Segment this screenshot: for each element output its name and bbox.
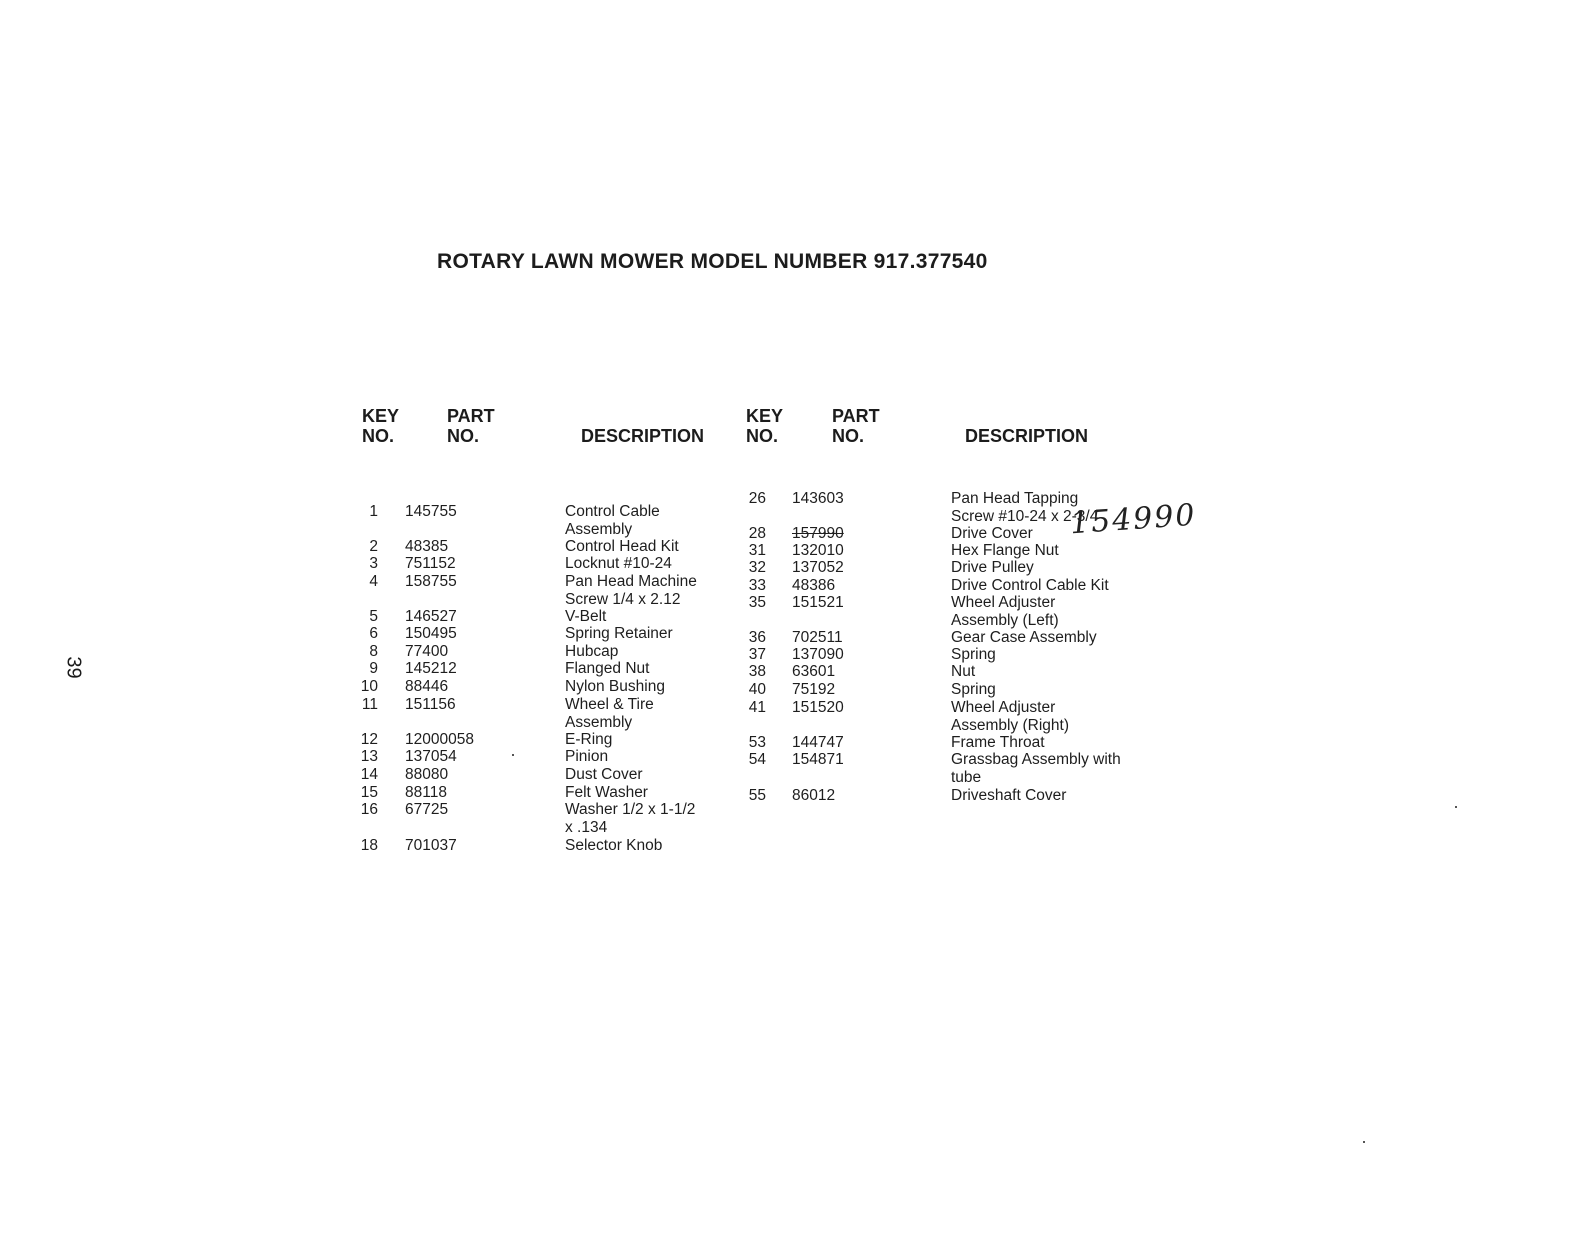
part-no: 48385 — [405, 538, 449, 555]
key-no: 26 — [748, 490, 766, 507]
part-description: Pan Head Machine — [565, 573, 697, 590]
key-no: 38 — [748, 663, 766, 680]
part-description: Assembly (Right) — [951, 716, 1069, 734]
part-no: 77400 — [405, 643, 449, 660]
part-no: 157990 — [792, 525, 844, 542]
part-description: Locknut #10-24 — [565, 555, 672, 572]
key-no: 54 — [748, 751, 766, 768]
part-description: Control Cable — [565, 503, 660, 520]
part-no: 88446 — [405, 678, 449, 695]
key-no: 18 — [360, 837, 378, 854]
part-description: Spring Retainer — [565, 625, 673, 642]
header-description-left: DESCRIPTION — [581, 426, 705, 446]
key-no: 11 — [361, 696, 378, 713]
part-no: 88118 — [405, 784, 447, 801]
part-no: 701037 — [405, 837, 457, 854]
header-part-no-right: NO. — [832, 426, 865, 446]
handwritten-part-number: 154990 — [1068, 497, 1198, 542]
header-part-left: PART — [447, 406, 495, 426]
part-description: Drive Control Cable Kit — [951, 577, 1109, 594]
key-no: 36 — [748, 629, 766, 646]
key-no: 3 — [369, 555, 378, 572]
part-no: 144747 — [792, 734, 844, 751]
part-description: Hubcap — [565, 643, 619, 660]
part-description: Nut — [951, 663, 976, 680]
part-no: 146527 — [405, 608, 457, 625]
part-description: Drive Pulley — [951, 559, 1034, 576]
key-no: 14 — [360, 766, 378, 783]
part-description: Spring — [951, 681, 996, 698]
key-no: 5 — [369, 608, 378, 625]
part-no: 86012 — [792, 787, 836, 804]
key-no: 41 — [748, 699, 766, 716]
part-description: x .134 — [565, 818, 608, 836]
header-key-no-right: NO. — [746, 426, 779, 446]
key-no: 31 — [748, 542, 766, 559]
part-description: Assembly — [565, 713, 633, 731]
part-description: Dust Cover — [565, 766, 643, 783]
key-no: 53 — [748, 734, 766, 751]
part-description: Driveshaft Cover — [951, 787, 1067, 804]
part-no: 88080 — [405, 766, 449, 783]
part-description: Screw 1/4 x 2.12 — [565, 590, 681, 608]
header-part-right: PART — [832, 406, 880, 426]
part-description: Pinion — [565, 748, 609, 765]
part-description: Assembly (Left) — [951, 611, 1059, 629]
part-description: Hex Flange Nut — [951, 542, 1059, 559]
header-key-left: KEY — [362, 406, 400, 426]
part-description: Wheel & Tire — [565, 696, 654, 713]
part-description: Washer 1/2 x 1-1/2 — [565, 801, 696, 818]
part-no: 151520 — [792, 699, 844, 716]
key-no: 4 — [369, 573, 378, 590]
part-no: 63601 — [792, 663, 836, 680]
part-no: 158755 — [405, 573, 457, 590]
key-no: 32 — [748, 559, 766, 576]
part-description: Nylon Bushing — [565, 678, 665, 695]
part-no: 137052 — [792, 559, 844, 576]
key-no: 28 — [748, 525, 766, 542]
header-part-no-left: NO. — [447, 426, 480, 446]
page-number: 39 — [62, 656, 85, 679]
key-no: 13 — [360, 748, 378, 765]
key-no: 16 — [360, 801, 378, 818]
part-no: 143603 — [792, 490, 844, 507]
part-description: Grassbag Assembly with — [951, 751, 1121, 768]
part-description: Wheel Adjuster — [951, 699, 1056, 716]
part-no: 12000058 — [405, 731, 474, 748]
part-no: 751152 — [405, 555, 456, 572]
key-no: 55 — [748, 787, 766, 804]
scan-speck — [512, 754, 514, 756]
part-description: Assembly — [565, 520, 633, 538]
part-no: 132010 — [792, 542, 844, 559]
part-description: Pan Head Tapping — [951, 490, 1079, 507]
header-key-no-left: NO. — [362, 426, 395, 446]
part-no: 145212 — [405, 660, 457, 677]
part-no: 151521 — [792, 594, 844, 611]
part-no: 154871 — [792, 751, 844, 768]
scan-speck — [1455, 806, 1457, 808]
part-description: Spring — [951, 646, 996, 663]
part-description: V-Belt — [565, 608, 607, 625]
part-description: Frame Throat — [951, 734, 1045, 751]
scan-speck — [1363, 1141, 1365, 1143]
key-no: 6 — [369, 625, 378, 642]
key-no: 8 — [369, 643, 378, 660]
part-description: Drive Cover — [951, 525, 1033, 542]
key-no: 40 — [748, 681, 766, 698]
part-no: 137090 — [792, 646, 844, 663]
header-key-right: KEY — [746, 406, 784, 426]
part-description: Wheel Adjuster — [951, 594, 1056, 611]
part-description: Selector Knob — [565, 837, 663, 854]
part-description: Gear Case Assembly — [951, 629, 1097, 646]
header-description-right: DESCRIPTION — [965, 426, 1089, 446]
key-no: 37 — [748, 646, 766, 663]
key-no: 9 — [369, 660, 378, 677]
key-no: 35 — [748, 594, 766, 611]
key-no: 33 — [748, 577, 766, 594]
key-no: 2 — [369, 538, 378, 555]
part-description: Flanged Nut — [565, 660, 650, 677]
part-no: 150495 — [405, 625, 457, 642]
part-no: 75192 — [792, 681, 836, 698]
part-description: Screw #10-24 x 2-3/4 — [951, 507, 1099, 525]
part-no: 151156 — [405, 696, 456, 713]
page-title: ROTARY LAWN MOWER MODEL NUMBER 917.377540 — [437, 250, 988, 273]
part-description: E-Ring — [565, 731, 613, 748]
part-no: 67725 — [405, 801, 449, 818]
part-description: Control Head Kit — [565, 538, 679, 555]
key-no: 12 — [360, 731, 378, 748]
key-no: 15 — [360, 784, 378, 801]
part-no: 702511 — [792, 629, 843, 646]
part-no: 145755 — [405, 503, 457, 520]
part-description: tube — [951, 768, 982, 786]
key-no: 10 — [360, 678, 378, 695]
part-no: 137054 — [405, 748, 457, 765]
part-no: 48386 — [792, 577, 836, 594]
part-description: Felt Washer — [565, 784, 648, 801]
key-no: 1 — [369, 503, 378, 520]
